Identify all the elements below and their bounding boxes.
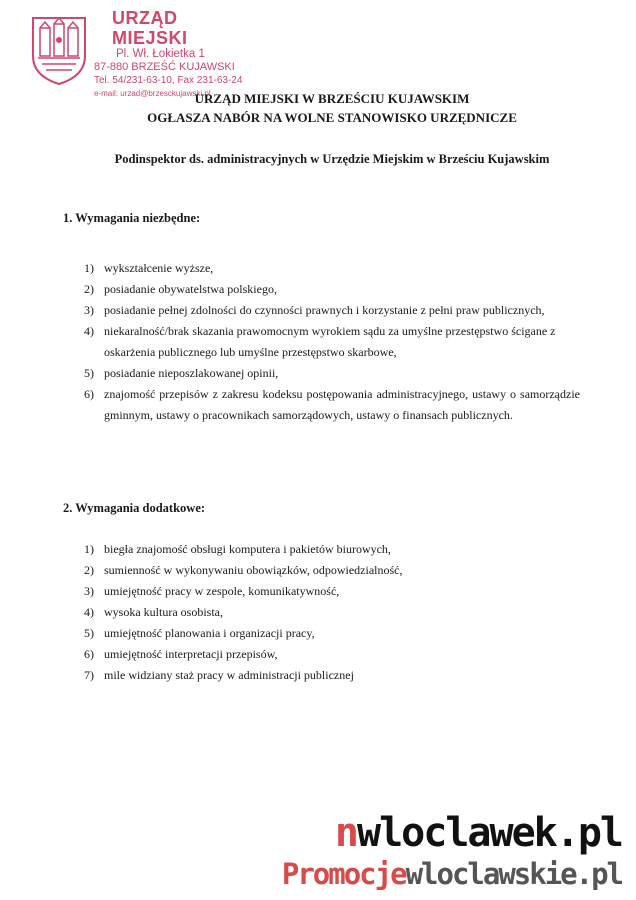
list-item: 7) mile widziany staż pracy w administracji publicznej [84, 668, 354, 682]
list-item: 3) umiejętność pracy w zespole, komunikatywność, [84, 584, 340, 598]
watermark-wloclawek: nwloclawek.pl [334, 810, 622, 856]
position-title: Podinspektor ds. administracyjnych w Urzędzie Miejskim w Brześciu Kujawskim [114, 152, 550, 166]
list-item: 6) znajomość przepisów z zakresu kodeksu postępowania administracyjnego, ustawy o samorządzie gminnym, ustawy o pracownikach samorządowych, ustawy o finansach publicznych. [84, 387, 580, 422]
list-item: 1) wykształcenie wyższe, [84, 261, 214, 275]
watermark-promocje: Promocjewloclawskie.pl [281, 857, 622, 891]
office-stamp [30, 8, 245, 98]
town-crest-icon [30, 14, 88, 86]
stamp-email: e-mail: urzad@brzesckujawski.pl [94, 89, 211, 98]
section-additional-title: 2. Wymagania dodatkowe: [63, 501, 206, 515]
list-item: 3) posiadanie pełnej zdolności do czynności prawnych i korzystanie z pełni praw publicznych, [84, 303, 545, 317]
announcement-heading-2: OGŁASZA NABÓR NA WOLNE STANOWISKO URZĘDNICZE [147, 110, 517, 125]
required-list [0, 258, 580, 426]
list-item: 5) umiejętność planowania i organizacji pracy, [84, 626, 315, 640]
list-item: 2) posiadanie obywatelstwa polskiego, [84, 282, 277, 296]
list-item: 4) wysoka kultura osobista, [84, 605, 223, 619]
additional-list [0, 539, 580, 686]
list-item: 2) sumienność w wykonywaniu obowiązków, odpowiedzialność, [84, 563, 403, 577]
section-required-title: 1. Wymagania niezbędne: [63, 211, 201, 225]
list-item: 6) umiejętność interpretacji przepisów, [84, 647, 278, 661]
stamp-title: URZĄD MIEJSKI [112, 8, 188, 48]
stamp-postal-code: 87-880 BRZEŚĆ KUJAWSKI [94, 61, 235, 73]
list-item: 1) biegła znajomość obsługi komputera i pakietów biurowych, [84, 542, 391, 556]
list-item: 4) niekaralność/brak skazania prawomocnym wyrokiem sądu za umyślne przestępstwo ścigane z oskarżenia publicznego lub umyślne przestępstwo skarbowe, [84, 324, 556, 359]
stamp-phone: Tel. 54/231-63-10, Fax 231-63-24 [94, 75, 243, 86]
list-item: 5) posiadanie nieposzlakowanej opinii, [84, 366, 279, 380]
stamp-address: Pl. Wł. Łokietka 1 [116, 48, 205, 60]
announcement-heading-1: URZĄD MIEJSKI W BRZEŚCIU KUJAWSKIM [194, 91, 470, 106]
